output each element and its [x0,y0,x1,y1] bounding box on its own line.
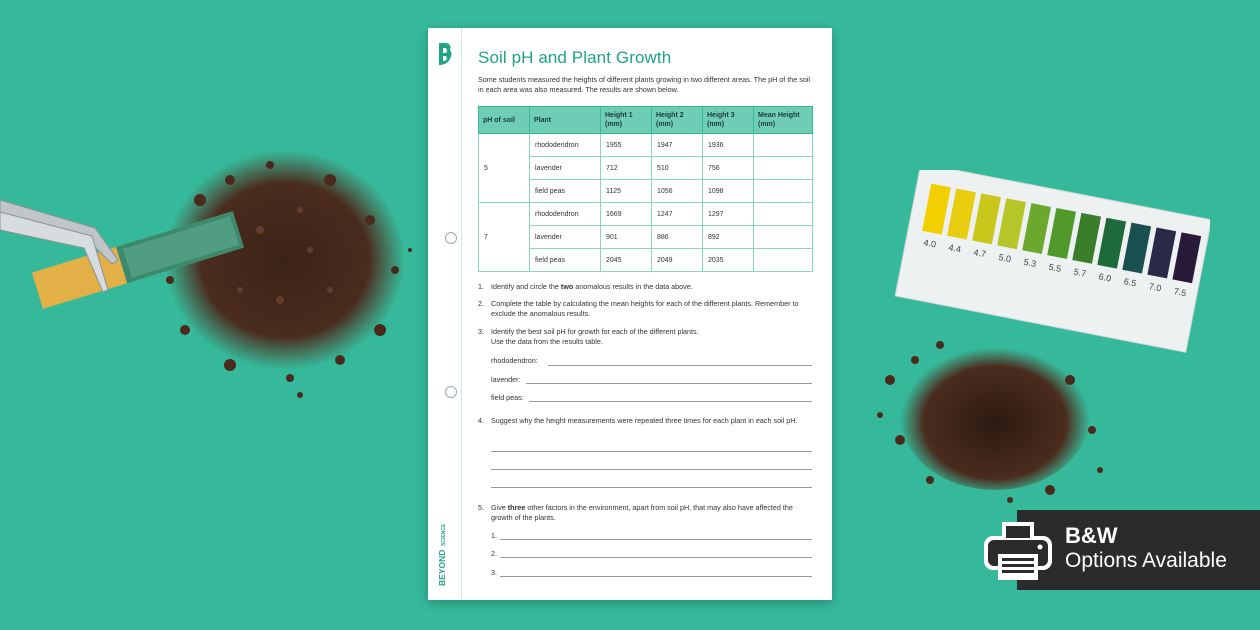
height-cell: 756 [703,157,754,180]
mean-cell[interactable] [754,157,813,180]
answer-line[interactable] [529,401,812,402]
plant-cell: field peas [530,180,601,203]
plant-cell: lavender [530,226,601,249]
height-cell: 1955 [601,134,652,157]
question-emphasis: two [560,282,574,291]
printer-icon [982,520,1054,582]
plant-cell: rhododendron [530,134,601,157]
question-number: 1. [478,282,484,291]
answer-line[interactable] [491,469,812,470]
height-cell: 901 [601,226,652,249]
brand-main-text: BEYOND [437,549,447,586]
ph-label: 6.5 [1122,276,1138,289]
answer-number: 1. [491,531,497,540]
table-row [479,157,813,180]
beyond-logo-icon [436,42,454,66]
tweezers-test-strip-image [0,140,420,410]
question-text [491,327,814,347]
answer-number: 2. [491,549,497,558]
margin-line [461,28,462,600]
question-2 [478,299,814,318]
column-header: pH of soil [479,107,530,134]
results-table [478,106,813,272]
height-cell: 2035 [703,249,754,272]
plant-cell: rhododendron [530,203,601,226]
question-text [491,282,814,292]
question-emphasis: three [507,503,526,512]
ph-label: 4.4 [947,242,962,255]
height-cell: 1125 [601,180,652,203]
height-cell: 892 [703,226,754,249]
question-number: 3. [478,327,484,336]
question-4 [478,416,814,426]
soil-pile-image [870,320,1110,510]
ph-label: 5.5 [1047,261,1063,274]
answer-line[interactable] [500,576,812,577]
column-header: Height 1 (mm) [601,107,652,134]
mean-cell[interactable] [754,203,813,226]
height-cell: 1669 [601,203,652,226]
question-text-part: other factors in the environment, apart from soil pH, that may also have affected the growth of the plants. [491,503,793,522]
table-row [479,180,813,203]
punch-hole [445,386,457,398]
question-1 [478,282,814,292]
column-header: Plant [530,107,601,134]
banner-subtitle: Options Available [1065,549,1227,572]
plant-cell: lavender [530,157,601,180]
column-header: Mean Height (mm) [754,107,813,134]
question-text-part: Identify and circle the [491,282,561,291]
question-number: 2. [478,299,484,308]
worksheet [428,28,832,600]
height-cell: 2049 [652,249,703,272]
height-cell: 1247 [652,203,703,226]
brand-logo [436,498,452,588]
column-header: Height 2 (mm) [652,107,703,134]
table-row [479,249,813,272]
answer-label-field-peas: field peas: [491,393,524,402]
column-header: Height 3 (mm) [703,107,754,134]
punch-hole [445,232,457,244]
answer-line[interactable] [491,487,812,488]
ph-label: 5.7 [1072,266,1088,279]
height-cell: 2045 [601,249,652,272]
ph-label: 7.5 [1173,286,1188,299]
height-cell: 1098 [703,180,754,203]
brand-sub-text: SCIENCE [441,523,447,546]
table-header-row [479,107,813,134]
plant-cell: field peas [530,249,601,272]
mean-cell[interactable] [754,226,813,249]
question-number: 5. [478,503,484,512]
ph-cell: 5 [479,134,530,203]
ph-label: 4.0 [922,237,937,250]
question-text [491,503,814,523]
banner-title: B&W [1065,523,1118,548]
ph-label: 5.0 [997,251,1012,265]
question-5 [478,503,814,522]
mean-cell[interactable] [754,180,813,203]
answer-number: 3. [491,568,497,577]
ph-cell: 7 [479,203,530,272]
answer-line[interactable] [500,557,812,558]
worksheet-intro: Some students measured the heights of different plants growing in two different areas. The pH of the soil in each area was also measured. The results are shown below. [478,75,811,94]
answer-line[interactable] [548,365,812,366]
ph-label: 6.0 [1097,271,1113,284]
ph-label: 5.3 [1022,256,1038,270]
question-text-part: Give [491,503,508,512]
height-cell: 886 [652,226,703,249]
answer-label-lavender: lavender: [491,375,521,384]
answer-label-rhododendron: rhododendron: [491,356,538,365]
table-row [479,226,813,249]
question-text-part: anomalous results in the data above. [573,282,693,291]
height-cell: 1056 [652,180,703,203]
question-line: Use the data from the results table. [491,337,603,346]
question-3 [478,327,814,346]
answer-line[interactable] [500,539,812,540]
answer-line[interactable] [526,383,812,384]
question-text: Suggest why the height measurements were repeated three times for each plant in each soil pH. [491,416,798,425]
height-cell: 1947 [652,134,703,157]
height-cell: 1936 [703,134,754,157]
question-number: 4. [478,416,484,425]
answer-line[interactable] [491,451,812,452]
height-cell: 712 [601,157,652,180]
mean-cell[interactable] [754,134,813,157]
table-row [479,203,813,226]
ph-label: 4.7 [972,247,987,260]
ph-label: 7.0 [1147,281,1163,294]
worksheet-title: Soil pH and Plant Growth [478,48,672,67]
height-cell: 510 [652,157,703,180]
mean-cell[interactable] [754,249,813,272]
table-row [479,134,813,157]
question-line: Identify the best soil pH for growth for each of the different plants. [491,327,699,336]
question-text: Complete the table by calculating the mean heights for each of the different plants. Remember to exclude the anomalous results. [491,299,799,318]
height-cell: 1297 [703,203,754,226]
